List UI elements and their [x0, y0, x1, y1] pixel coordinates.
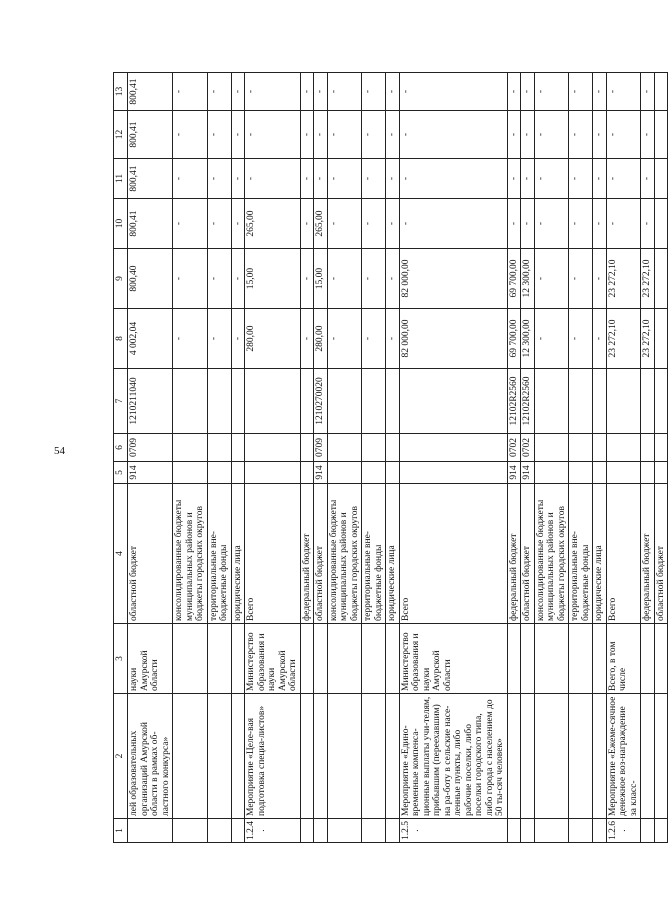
table-cell: -: [362, 309, 386, 369]
table-cell: -: [399, 73, 507, 111]
table-cell: -: [534, 73, 569, 111]
table-row: [593, 73, 607, 843]
col-header-8: 8: [114, 309, 128, 369]
table-cell: [654, 309, 668, 369]
table-cell: -: [300, 73, 314, 111]
table-cell: [173, 462, 208, 484]
table-cell: -: [386, 73, 400, 111]
col-header-5: 5: [114, 462, 128, 484]
table-cell: [362, 434, 386, 462]
table-cell: -: [534, 249, 569, 309]
table-cell: -: [399, 111, 507, 159]
table-cell: [327, 819, 362, 843]
table-cell: -: [507, 111, 521, 159]
table-cell: -: [362, 159, 386, 199]
table-cell: -: [386, 249, 400, 309]
table-cell: федеральный бюджет: [641, 484, 655, 624]
table-cell: [362, 369, 386, 434]
table-cell: -: [314, 159, 328, 199]
table-cell: территориальные вне-бюджетные фонды: [362, 484, 386, 624]
table-cell: 1210270020: [314, 369, 328, 434]
table-cell: [593, 434, 607, 462]
table-cell: -: [534, 309, 569, 369]
table-cell: консолидированные бюджеты муниципальных районов и бюджеты городских округов: [327, 484, 362, 624]
table-cell: [641, 624, 655, 694]
table-cell: -: [314, 73, 328, 111]
table-cell: -: [534, 111, 569, 159]
table-cell: 914: [128, 462, 173, 484]
table-cell: 82 000,00: [399, 309, 507, 369]
table-cell: [300, 624, 314, 694]
table-cell: [569, 694, 593, 819]
col-header-6: 6: [114, 434, 128, 462]
table-cell: -: [569, 249, 593, 309]
table-cell: -: [327, 309, 362, 369]
table-cell: 0702: [507, 434, 521, 462]
table-cell: лей образовательных организаций Амурской области в рамках об-ластного конкурса»: [128, 694, 173, 819]
table-cell: федеральный бюджет: [300, 484, 314, 624]
table-cell: 12102R2560: [507, 369, 521, 434]
table-cell: [534, 462, 569, 484]
table-cell: [207, 434, 231, 462]
table-cell: -: [207, 249, 231, 309]
table-cell: [173, 369, 208, 434]
table-cell: 800,41: [128, 111, 173, 159]
table-row: [173, 73, 208, 843]
table-cell: 280,00: [245, 309, 301, 369]
table-cell: -: [245, 159, 301, 199]
table-cell: [173, 819, 208, 843]
table-cell: [521, 819, 535, 843]
table-row: [386, 73, 400, 843]
table-cell: -: [569, 73, 593, 111]
table-cell: -: [641, 199, 655, 249]
table-row: [654, 73, 668, 843]
table-cell: -: [569, 111, 593, 159]
table-cell: [327, 369, 362, 434]
table-cell: Мероприятие «Целе-вая подготовка специа-листов»: [245, 694, 301, 819]
col-header-1: 1: [114, 819, 128, 843]
table-cell: [507, 624, 521, 694]
table-cell: [606, 434, 641, 462]
table-row: [207, 73, 231, 843]
table-cell: 800,41: [128, 199, 173, 249]
table-cell: Министерство образования и науки Амурской области: [245, 624, 301, 694]
table-cell: [569, 369, 593, 434]
table-cell: -: [362, 73, 386, 111]
table-cell: -: [399, 159, 507, 199]
table-cell: областной бюджет: [654, 484, 668, 624]
table-cell: [399, 369, 507, 434]
table-cell: -: [521, 199, 535, 249]
table-cell: -: [593, 159, 607, 199]
table-cell: [314, 624, 328, 694]
table-cell: 23 272,10: [606, 309, 641, 369]
table-cell: Мероприятие «Едино-временные компенса-ционные выплаты учи-телям, прибывшим (переехавшим) на ра-боту в сельские насе-ленные пункты, либо рабочие поселки, либо поселки городского типа, либо города с населением до 50 ты-сяч человек»: [399, 694, 507, 819]
table-cell: [300, 369, 314, 434]
table-cell: [534, 819, 569, 843]
table-cell: [399, 434, 507, 462]
table-cell: [231, 434, 245, 462]
table-cell: -: [173, 73, 208, 111]
col-header-11: 11: [114, 159, 128, 199]
table-cell: [654, 462, 668, 484]
table-cell: -: [207, 199, 231, 249]
table-cell: -: [207, 159, 231, 199]
table-row: [606, 73, 641, 843]
table-cell: -: [593, 249, 607, 309]
table-cell: -: [314, 111, 328, 159]
table-row: [569, 73, 593, 843]
table-cell: [654, 159, 668, 199]
table-cell: -: [327, 73, 362, 111]
table-cell: [654, 199, 668, 249]
col-header-7: 7: [114, 369, 128, 434]
table-cell: Мероприятие «Ежеме-сячное денежное воз-награждение за класс-: [606, 694, 641, 819]
table-cell: -: [173, 309, 208, 369]
table-cell: 12 300,00: [521, 249, 535, 309]
table-cell: 82 000,00: [399, 249, 507, 309]
table-cell: [231, 462, 245, 484]
table-cell: [173, 624, 208, 694]
table-cell: Всего: [245, 484, 301, 624]
table-cell: [300, 819, 314, 843]
table-cell: -: [386, 159, 400, 199]
table-cell: 280,00: [314, 309, 328, 369]
table-cell: -: [300, 159, 314, 199]
col-header-9: 9: [114, 249, 128, 309]
col-header-13: 13: [114, 73, 128, 111]
table-cell: 4 002,04: [128, 309, 173, 369]
table-body: [128, 73, 668, 843]
header-row: [114, 73, 128, 843]
table-cell: [654, 624, 668, 694]
table-cell: -: [231, 111, 245, 159]
table-cell: -: [327, 249, 362, 309]
table-cell: 1210211040: [128, 369, 173, 434]
table-cell: 23 272,10: [641, 249, 655, 309]
table-cell: [327, 694, 362, 819]
table-cell: -: [231, 249, 245, 309]
table-cell: [654, 369, 668, 434]
table-cell: -: [399, 199, 507, 249]
table-cell: [654, 694, 668, 819]
document-table-area: [113, 73, 666, 843]
table-cell: 69 700,00: [507, 249, 521, 309]
table-cell: 1.2.4.: [245, 819, 301, 843]
table-cell: -: [593, 199, 607, 249]
table-cell: [207, 369, 231, 434]
table-cell: [593, 694, 607, 819]
table-cell: [173, 694, 208, 819]
table-cell: -: [593, 111, 607, 159]
table-cell: [386, 369, 400, 434]
table-cell: -: [300, 309, 314, 369]
table-cell: [569, 819, 593, 843]
table-cell: [606, 369, 641, 434]
table-cell: -: [521, 159, 535, 199]
table-cell: [569, 462, 593, 484]
table-cell: 265,00: [314, 199, 328, 249]
table-cell: [327, 624, 362, 694]
table-cell: [300, 434, 314, 462]
table-cell: [386, 624, 400, 694]
table-row: [327, 73, 362, 843]
table-cell: 0702: [521, 434, 535, 462]
table-cell: [245, 462, 301, 484]
table-cell: [606, 462, 641, 484]
table-row: [507, 73, 521, 843]
table-cell: [386, 462, 400, 484]
table-cell: -: [362, 249, 386, 309]
table-cell: [521, 624, 535, 694]
table-cell: [507, 819, 521, 843]
table-cell: [207, 462, 231, 484]
table-cell: [654, 819, 668, 843]
col-header-2: 2: [114, 694, 128, 819]
table-cell: -: [569, 199, 593, 249]
table-cell: -: [231, 199, 245, 249]
table-cell: территориальные вне-бюджетные фонды: [569, 484, 593, 624]
table-cell: -: [641, 73, 655, 111]
col-header-3: 3: [114, 624, 128, 694]
page-number: 54: [54, 445, 65, 457]
table-cell: [300, 694, 314, 819]
table-cell: -: [606, 73, 641, 111]
table-cell: консолидированные бюджеты муниципальных районов и бюджеты городских округов: [173, 484, 208, 624]
table-cell: -: [300, 111, 314, 159]
table-cell: [654, 434, 668, 462]
table-cell: [641, 819, 655, 843]
table-cell: [362, 694, 386, 819]
table-cell: -: [606, 111, 641, 159]
table-row: [231, 73, 245, 843]
table-cell: [207, 624, 231, 694]
table-cell: [231, 369, 245, 434]
table-cell: науки Амурской области: [128, 624, 173, 694]
table-row: [245, 73, 301, 843]
table-cell: -: [245, 73, 301, 111]
budget-table: [113, 72, 668, 843]
table-cell: -: [606, 159, 641, 199]
table-cell: 12 300,00: [521, 309, 535, 369]
table-cell: [386, 434, 400, 462]
table-row: [534, 73, 569, 843]
col-header-4: 4: [114, 484, 128, 624]
table-cell: юридические лица: [593, 484, 607, 624]
table-cell: [654, 73, 668, 111]
table-cell: -: [207, 111, 231, 159]
table-cell: [362, 462, 386, 484]
table-cell: 914: [314, 462, 328, 484]
table-cell: [314, 819, 328, 843]
table-cell: областной бюджет: [521, 484, 535, 624]
table-cell: 914: [507, 462, 521, 484]
table-cell: [507, 694, 521, 819]
table-cell: [593, 819, 607, 843]
table-cell: -: [534, 159, 569, 199]
table-cell: -: [386, 309, 400, 369]
table-cell: 12102R2560: [521, 369, 535, 434]
table-cell: -: [521, 73, 535, 111]
table-cell: 69 700,00: [507, 309, 521, 369]
table-cell: федеральный бюджет: [507, 484, 521, 624]
table-cell: [245, 434, 301, 462]
table-cell: Всего, в том числе: [606, 624, 641, 694]
table-cell: [641, 434, 655, 462]
table-cell: 914: [521, 462, 535, 484]
table-cell: областной бюджет: [314, 484, 328, 624]
table-cell: -: [362, 199, 386, 249]
table-cell: [231, 819, 245, 843]
table-row: [399, 73, 507, 843]
table-cell: [534, 434, 569, 462]
table-cell: -: [362, 111, 386, 159]
table-cell: [654, 111, 668, 159]
table-cell: 23 272,10: [606, 249, 641, 309]
table-cell: 1.2.6.: [606, 819, 641, 843]
table-cell: -: [386, 111, 400, 159]
table-cell: [569, 624, 593, 694]
table-cell: [300, 462, 314, 484]
table-cell: -: [386, 199, 400, 249]
table-cell: -: [173, 159, 208, 199]
table-cell: -: [569, 309, 593, 369]
table-row: [314, 73, 328, 843]
table-cell: [327, 434, 362, 462]
table-cell: [593, 369, 607, 434]
table-cell: -: [231, 73, 245, 111]
table-row: [300, 73, 314, 843]
table-cell: [362, 819, 386, 843]
table-cell: -: [593, 309, 607, 369]
table-cell: -: [327, 111, 362, 159]
table-cell: -: [569, 159, 593, 199]
table-cell: -: [507, 199, 521, 249]
table-cell: -: [606, 199, 641, 249]
table-cell: -: [593, 73, 607, 111]
table-cell: 800,41: [128, 159, 173, 199]
table-cell: 0709: [128, 434, 173, 462]
table-cell: [641, 369, 655, 434]
table-cell: -: [327, 159, 362, 199]
table-cell: 265,00: [245, 199, 301, 249]
table-cell: [569, 434, 593, 462]
table-cell: 15,00: [314, 249, 328, 309]
table-row: [128, 73, 173, 843]
table-cell: Министерство образования и науки Амурской области: [399, 624, 507, 694]
table-cell: [521, 694, 535, 819]
col-header-10: 10: [114, 199, 128, 249]
table-cell: -: [231, 309, 245, 369]
table-cell: 800,41: [128, 73, 173, 111]
table-cell: 1.2.5.: [399, 819, 507, 843]
table-cell: консолидированные бюджеты муниципальных районов и бюджеты городских округов: [534, 484, 569, 624]
table-cell: [534, 624, 569, 694]
table-cell: -: [507, 73, 521, 111]
table-cell: -: [173, 249, 208, 309]
table-cell: [399, 462, 507, 484]
table-cell: -: [327, 199, 362, 249]
table-cell: -: [207, 309, 231, 369]
table-cell: 800,40: [128, 249, 173, 309]
table-cell: -: [245, 111, 301, 159]
table-cell: [386, 819, 400, 843]
table-cell: Всего: [606, 484, 641, 624]
col-header-12: 12: [114, 111, 128, 159]
table-cell: юридические лица: [231, 484, 245, 624]
table-cell: -: [507, 159, 521, 199]
table-cell: 0709: [314, 434, 328, 462]
table-cell: [173, 434, 208, 462]
table-cell: [386, 694, 400, 819]
table-cell: Всего: [399, 484, 507, 624]
table-cell: [534, 369, 569, 434]
table-cell: [654, 249, 668, 309]
table-cell: -: [300, 249, 314, 309]
table-cell: [231, 624, 245, 694]
table-cell: [128, 819, 173, 843]
table-cell: [534, 694, 569, 819]
table-cell: [362, 624, 386, 694]
table-cell: [207, 819, 231, 843]
table-cell: юридические лица: [386, 484, 400, 624]
table-cell: [231, 694, 245, 819]
table-cell: -: [173, 111, 208, 159]
table-cell: 15,00: [245, 249, 301, 309]
table-cell: -: [207, 73, 231, 111]
table-row: [641, 73, 655, 843]
table-cell: [314, 694, 328, 819]
table-cell: [207, 694, 231, 819]
table-cell: территориальные вне-бюджетные фонды: [207, 484, 231, 624]
table-cell: -: [173, 199, 208, 249]
table-cell: [593, 624, 607, 694]
table-row: [362, 73, 386, 843]
table-cell: [593, 462, 607, 484]
table-cell: [327, 462, 362, 484]
table-cell: -: [300, 199, 314, 249]
table-cell: областной бюджет: [128, 484, 173, 624]
table-cell: -: [641, 111, 655, 159]
table-cell: [245, 369, 301, 434]
table-cell: -: [231, 159, 245, 199]
table-cell: -: [534, 199, 569, 249]
table-cell: -: [521, 111, 535, 159]
table-cell: [641, 694, 655, 819]
table-cell: [641, 462, 655, 484]
table-row: [521, 73, 535, 843]
table-cell: 23 272,10: [641, 309, 655, 369]
table-cell: -: [641, 159, 655, 199]
